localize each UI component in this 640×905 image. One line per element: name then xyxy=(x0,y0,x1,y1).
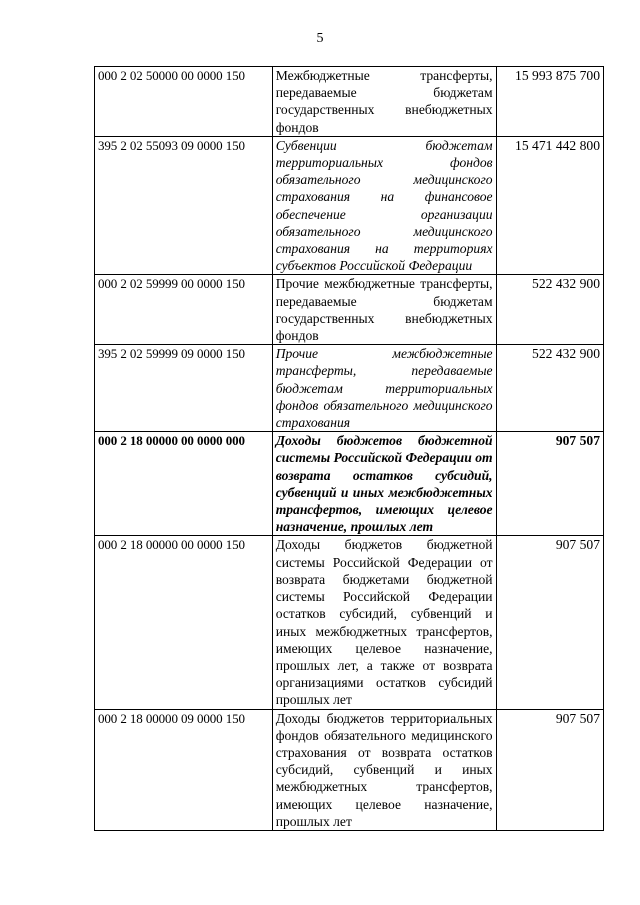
amount-cell: 907 507 xyxy=(496,709,603,830)
description-cell: Доходы бюджетов территориальных фондов обязательного медицинского страхования от возврата остатков субсидий, субвенций и иных межбюджетных трансфертов, имеющих целевое назначение, прошлых лет xyxy=(272,709,496,830)
budget-revenue-table xyxy=(94,66,604,831)
description-cell: Субвенции бюджетам территориальных фондов обязательного медицинского страхования на финансовое обеспечение организации обязательного медицинского страхования на территориях субъектов Российской Федерации xyxy=(272,136,496,275)
amount-cell: 907 507 xyxy=(496,536,603,709)
budget-code-cell: 000 2 18 00000 00 0000 000 xyxy=(95,432,273,536)
description-cell: Прочие межбюджетные трансферты, передаваемые бюджетам территориальных фондов обязательного медицинского страхования xyxy=(272,345,496,432)
description-cell: Межбюджетные трансферты, передаваемые бюджетам государственных внебюджетных фондов xyxy=(272,67,496,137)
table-row xyxy=(95,709,604,830)
budget-code-cell: 000 2 18 00000 09 0000 150 xyxy=(95,709,273,830)
table-row xyxy=(95,345,604,432)
description-cell: Прочие межбюджетные трансферты, передаваемые бюджетам государственных внебюджетных фондов xyxy=(272,275,496,345)
description-cell: Доходы бюджетов бюджетной системы Российской Федерации от возврата остатков субсидий, субвенций и иных межбюджетных трансфертов, имеющих целевое назначение, прошлых лет xyxy=(272,432,496,536)
amount-cell: 15 993 875 700 xyxy=(496,67,603,137)
table-row xyxy=(95,275,604,345)
table-row xyxy=(95,432,604,536)
table-row xyxy=(95,536,604,709)
amount-cell: 15 471 442 800 xyxy=(496,136,603,275)
amount-cell: 522 432 900 xyxy=(496,275,603,345)
budget-code-cell: 000 2 02 59999 00 0000 150 xyxy=(95,275,273,345)
budget-code-cell: 000 2 02 50000 00 0000 150 xyxy=(95,67,273,137)
budget-code-cell: 000 2 18 00000 00 0000 150 xyxy=(95,536,273,709)
amount-cell: 522 432 900 xyxy=(496,345,603,432)
description-cell: Доходы бюджетов бюджетной системы Российской Федерации от возврата бюджетами бюджетной системы Российской Федерации остатков субсидий, субвенций и иных межбюджетных трансфертов, имеющих целевое назначение, прошлых лет, а также от возврата организациями остатков субсидий прошлых лет xyxy=(272,536,496,709)
table-row xyxy=(95,136,604,275)
page-number: 5 xyxy=(316,31,324,46)
amount-cell: 907 507 xyxy=(496,432,603,536)
budget-code-cell: 395 2 02 59999 09 0000 150 xyxy=(95,345,273,432)
budget-code-cell: 395 2 02 55093 09 0000 150 xyxy=(95,136,273,275)
table-row xyxy=(95,67,604,137)
